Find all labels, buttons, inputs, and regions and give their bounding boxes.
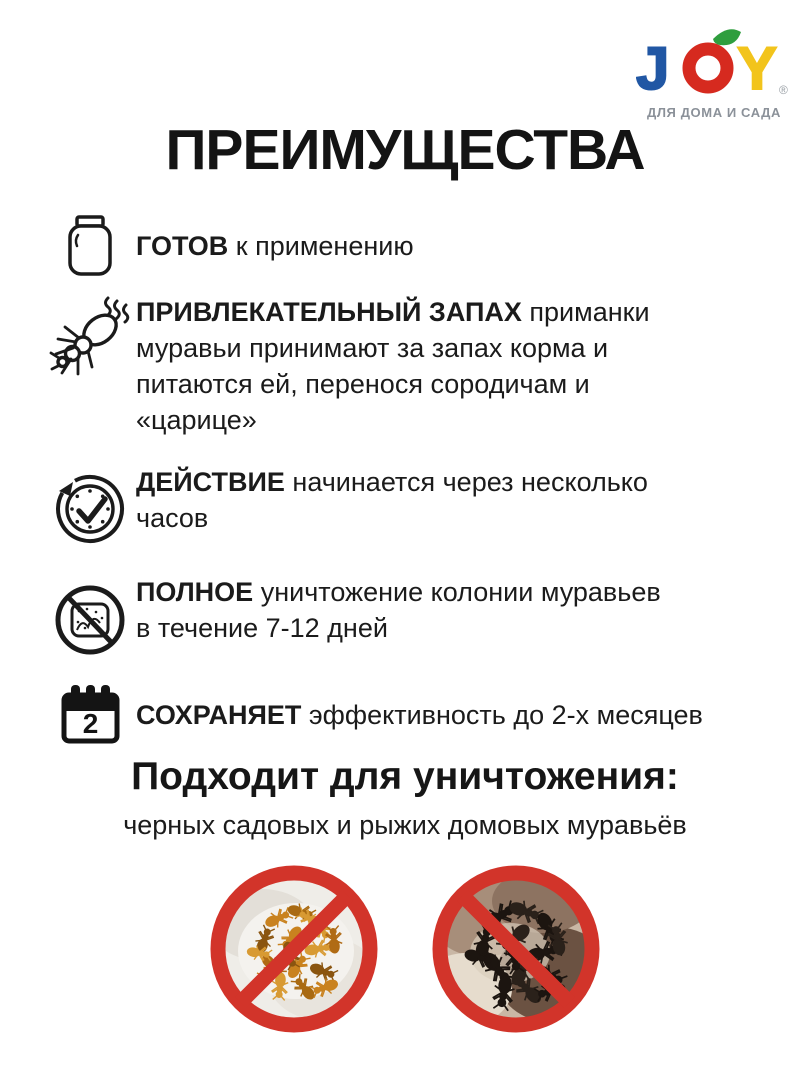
red-garden-ants-photo bbox=[202, 857, 386, 1041]
benefit-body: уничтожение колонии муравьев в течение 7-12 дней bbox=[136, 577, 661, 643]
prohibited-ants-photos bbox=[0, 857, 810, 1041]
logo-letter-j: J bbox=[636, 35, 670, 98]
benefit-body: эффективность до 2-х месяцев bbox=[308, 700, 703, 730]
benefit-lead: ДЕЙСТВИЕ bbox=[136, 467, 285, 497]
brand-logo bbox=[636, 26, 792, 120]
logo-letter-y: Y bbox=[737, 35, 778, 98]
logo-letter-o bbox=[689, 49, 727, 87]
no-ant-colony-icon bbox=[44, 574, 136, 662]
benefit-text bbox=[136, 697, 703, 733]
benefit-attractive-smell bbox=[44, 294, 780, 438]
benefit-text bbox=[136, 294, 681, 438]
benefits-list bbox=[44, 210, 780, 750]
registered-mark: ® bbox=[779, 83, 788, 97]
benefit-lead: ПРИВЛЕКАТЕЛЬНЫЙ ЗАПАХ bbox=[136, 297, 522, 327]
benefit-lead: ПОЛНОЕ bbox=[136, 577, 254, 607]
page-title: ПРЕИМУЩЕСТВА bbox=[165, 118, 645, 182]
calendar-icon bbox=[44, 680, 136, 750]
suitable-heading: Подходит для уничтожения: bbox=[131, 755, 679, 798]
benefit-lead: СОХРАНЯЕТ bbox=[136, 700, 302, 730]
benefit-long-effect bbox=[44, 680, 780, 750]
suitable-subheading: черных садовых и рыжих домовых муравьёв bbox=[123, 809, 687, 840]
benefit-ready-to-use bbox=[44, 210, 780, 282]
black-house-ants-photo bbox=[424, 857, 608, 1041]
benefit-body: к применению bbox=[235, 231, 414, 261]
benefit-fast-action bbox=[44, 464, 780, 552]
benefit-text bbox=[136, 574, 681, 646]
benefit-body: приманки муравьи принимают за запах корма и питаются ей, перенося сородичам и «царице» bbox=[136, 297, 650, 435]
benefit-text bbox=[136, 464, 681, 536]
ant-scent-icon bbox=[44, 294, 136, 382]
benefit-lead: ГОТОВ bbox=[136, 231, 229, 261]
suitable-section bbox=[0, 756, 810, 1041]
clock-check-icon bbox=[44, 464, 136, 552]
benefit-full-destruction bbox=[44, 574, 780, 662]
benefit-text bbox=[136, 228, 414, 264]
jar-icon bbox=[44, 213, 136, 279]
benefit-body: начинается через несколько часов bbox=[136, 467, 648, 533]
calendar-day-number: 2 bbox=[82, 708, 99, 739]
brand-tagline: ДЛЯ ДОМА И САДА bbox=[646, 105, 782, 120]
joy-logo-icon bbox=[636, 26, 792, 98]
